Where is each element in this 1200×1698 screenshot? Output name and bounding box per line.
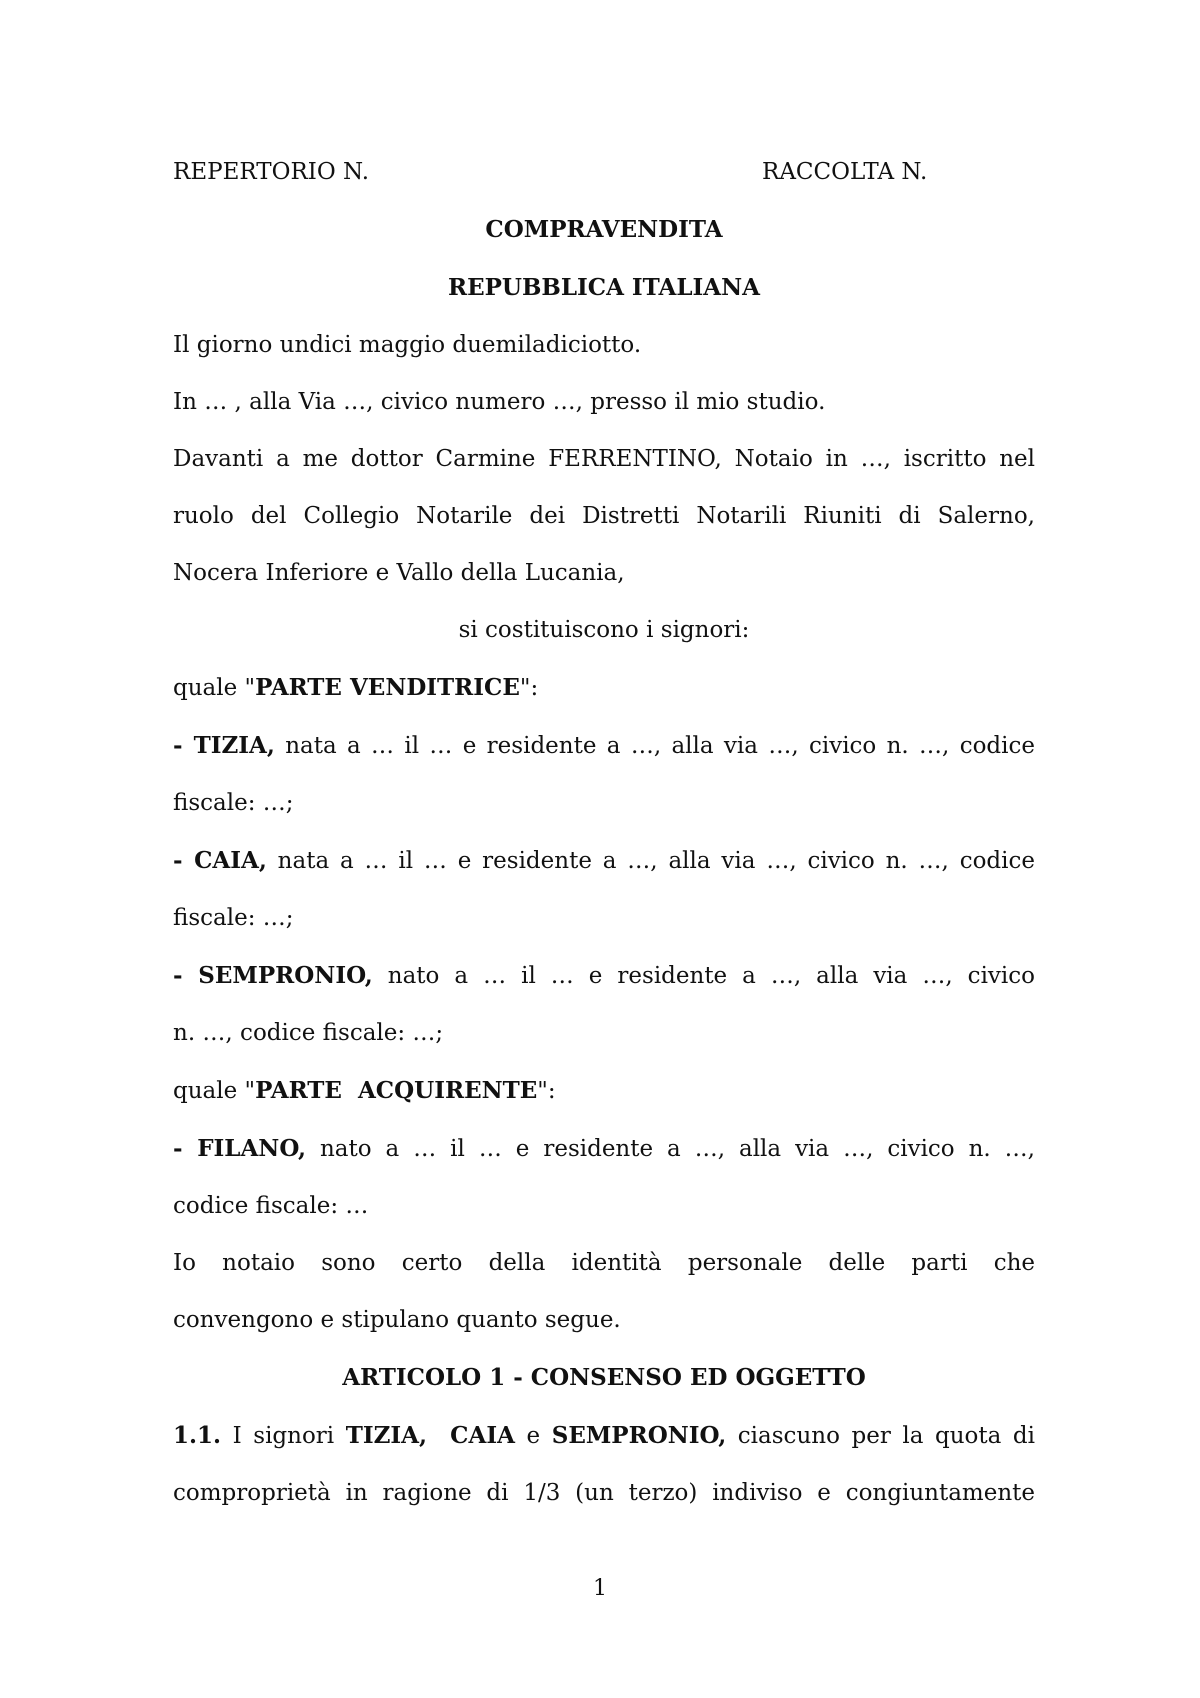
- seller-2-name: CAIA,: [194, 847, 267, 874]
- date-line: Il giorno undici maggio duemiladiciotto.: [173, 332, 642, 358]
- header-row: [173, 144, 1035, 201]
- seller-3-line-1: - SEMPRONIO, nato a … il … e residente a …, alla via …, civico: [173, 962, 1035, 989]
- article-1-title: ARTICOLO 1 - CONSENSO ED OGGETTO: [342, 1364, 866, 1391]
- seller-1-name: TIZIA,: [193, 732, 275, 759]
- notary-line-2: ruolo del Collegio Notarile dei Distretti Notarili Riuniti di Salerno,: [173, 503, 1035, 529]
- certification-line-1: Io notaio sono certo della identità personale delle parti che: [173, 1250, 1035, 1276]
- buyer-section-heading: quale "PARTE ACQUIRENTE":: [173, 1077, 556, 1104]
- notary-line-1: Davanti a me dottor Carmine FERRENTINO, Notaio in …, iscritto nel: [173, 446, 1035, 472]
- document-title: COMPRAVENDITA: [485, 216, 723, 243]
- seller-2-line-2: fiscale: …;: [173, 905, 294, 931]
- seller-section-heading: quale "PARTE VENDITRICE":: [173, 674, 539, 701]
- constitution-line: si costituiscono i signori:: [458, 617, 750, 643]
- seller-1-line-2: fiscale: …;: [173, 790, 294, 816]
- buyer-name: FILANO,: [197, 1135, 307, 1162]
- repertorio-label: REPERTORIO N.: [173, 159, 370, 185]
- buyer-line-1: - FILANO, nato a … il … e residente a …, alla via …, civico n. …,: [173, 1135, 1035, 1162]
- certification-line-2: convengono e stipulano quanto segue.: [173, 1307, 621, 1333]
- seller-3-line-2: n. …, codice fiscale: …;: [173, 1020, 444, 1046]
- notary-line-3: Nocera Inferiore e Vallo della Lucania,: [173, 560, 625, 586]
- seller-3-name: SEMPRONIO,: [198, 962, 373, 989]
- seller-1-line-1: - TIZIA, nata a … il … e residente a …, alla via …, civico n. …, codice: [173, 732, 1035, 759]
- raccolta-label: RACCOLTA N.: [762, 159, 928, 185]
- document-body: [173, 144, 1035, 1522]
- document-subtitle: REPUBBLICA ITALIANA: [447, 274, 761, 301]
- seller-2-line-1: - CAIA, nata a … il … e residente a …, alla via …, civico n. …, codice: [173, 847, 1035, 874]
- article-1-1-line-2: comproprietà in ragione di 1/3 (un terzo) indiviso e congiuntamente: [173, 1480, 1035, 1506]
- buyer-line-2: codice fiscale: …: [173, 1193, 369, 1219]
- page-number: 1: [593, 1576, 607, 1601]
- place-line: In … , alla Via …, civico numero …, presso il mio studio.: [173, 389, 826, 415]
- article-1-1-line-1: 1.1. I signori TIZIA, CAIA e SEMPRONIO, ciascuno per la quota di: [173, 1422, 1036, 1449]
